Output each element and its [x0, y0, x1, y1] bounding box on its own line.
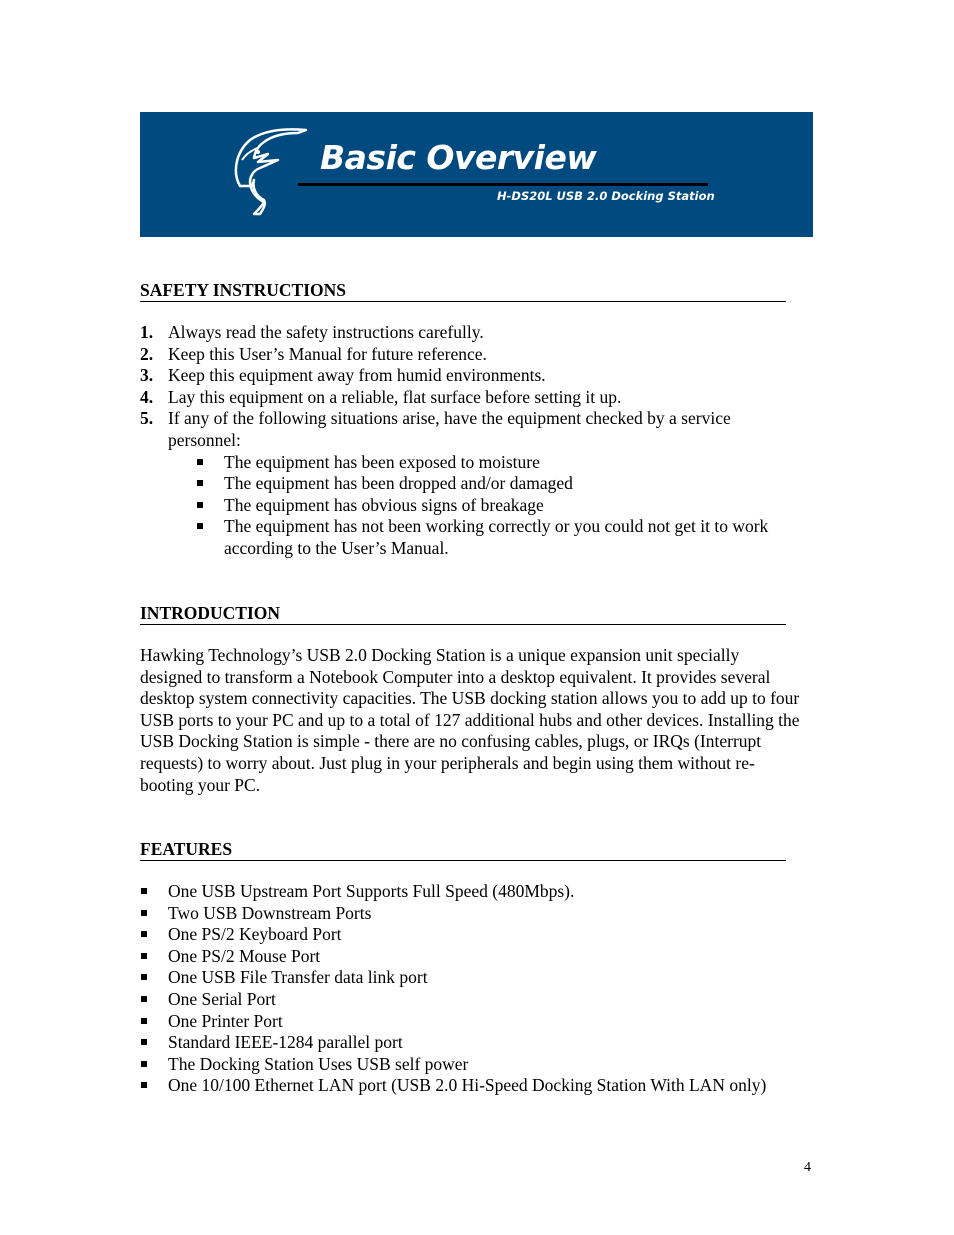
- square-bullet-icon: [197, 502, 203, 508]
- safety-heading: SAFETY INSTRUCTIONS: [140, 279, 786, 302]
- list-item: One 10/100 Ethernet LAN port (USB 2.0 Hi-Speed Docking Station With LAN only): [140, 1075, 830, 1097]
- header-banner: [140, 112, 813, 237]
- banner-rule: [298, 183, 708, 186]
- introduction-body: Hawking Technology’s USB 2.0 Docking Station is a unique expansion unit specially designed to transform a Notebook Computer into a desktop equivalent. It provides several desktop system connectivity capacities. The USB docking station allows you to add up to four USB ports to your PC and up to a total of 127 additional hubs and other devices. Installing the USB Docking Station is simple - there are no confusing cables, plugs, or IRQs (Interrupt requests) to worry about. Just plug in your peripherals and begin using them without re-booting your PC.: [140, 645, 800, 795]
- square-bullet-icon: [197, 459, 203, 465]
- list-item: One PS/2 Keyboard Port: [140, 924, 830, 946]
- square-bullet-icon: [141, 953, 147, 959]
- square-bullet-icon: [141, 1018, 147, 1024]
- item-text: Keep this equipment away from humid environments.: [168, 365, 546, 386]
- safety-list: [140, 322, 800, 560]
- square-bullet-icon: [141, 1061, 147, 1067]
- square-bullet-icon: [141, 1039, 147, 1045]
- list-item: Standard IEEE-1284 parallel port: [140, 1032, 830, 1054]
- list-item: [140, 322, 800, 344]
- sub-list-item: The equipment has not been working correctly or you could not get it to work according to the User’s Manual.: [168, 516, 824, 559]
- sub-list-item: The equipment has been dropped and/or damaged: [168, 473, 824, 495]
- square-bullet-icon: [197, 523, 203, 529]
- list-item: The Docking Station Uses USB self power: [140, 1054, 830, 1076]
- square-bullet-icon: [141, 910, 147, 916]
- list-item: One PS/2 Mouse Port: [140, 946, 830, 968]
- item-number: 4.: [140, 386, 154, 407]
- item-text: Lay this equipment on a reliable, flat surface before setting it up.: [168, 386, 622, 407]
- item-number: 1.: [140, 322, 154, 342]
- list-item: One Serial Port: [140, 989, 830, 1011]
- list-item: Two USB Downstream Ports: [140, 903, 830, 925]
- features-list: [140, 881, 830, 1097]
- sub-list-item: The equipment has been exposed to moisture: [168, 452, 824, 474]
- features-heading: FEATURES: [140, 838, 786, 861]
- list-item: [140, 365, 800, 387]
- page-number: 4: [804, 1160, 811, 1175]
- item-text: Always read the safety instructions carefully.: [168, 322, 484, 342]
- square-bullet-icon: [197, 480, 203, 486]
- square-bullet-icon: [141, 1082, 147, 1088]
- safety-sub-list: [168, 452, 800, 560]
- list-item: [140, 387, 800, 409]
- list-item: One USB Upstream Port Supports Full Speed (480Mbps).: [140, 881, 830, 903]
- square-bullet-icon: [141, 974, 147, 980]
- item-number: 2.: [140, 343, 154, 364]
- banner-title: Basic Overview: [320, 138, 597, 177]
- item-number: 3.: [140, 365, 154, 386]
- item-text: If any of the following situations arise, have the equipment checked by a service personnel:: [168, 408, 731, 450]
- square-bullet-icon: [141, 931, 147, 937]
- banner-subtitle: H-DS20L USB 2.0 Docking Station: [497, 189, 715, 203]
- item-text: Keep this User’s Manual for future reference.: [168, 343, 487, 364]
- sub-list-item: The equipment has obvious signs of breakage: [168, 495, 824, 517]
- square-bullet-icon: [141, 888, 147, 894]
- introduction-heading: INTRODUCTION: [140, 602, 786, 625]
- item-number: 5.: [140, 408, 154, 429]
- list-item: One USB File Transfer data link port: [140, 967, 830, 989]
- list-item: [140, 408, 800, 559]
- hawk-head-logo-icon: [228, 124, 308, 216]
- list-item: [140, 344, 800, 366]
- square-bullet-icon: [141, 996, 147, 1002]
- list-item: One Printer Port: [140, 1011, 830, 1033]
